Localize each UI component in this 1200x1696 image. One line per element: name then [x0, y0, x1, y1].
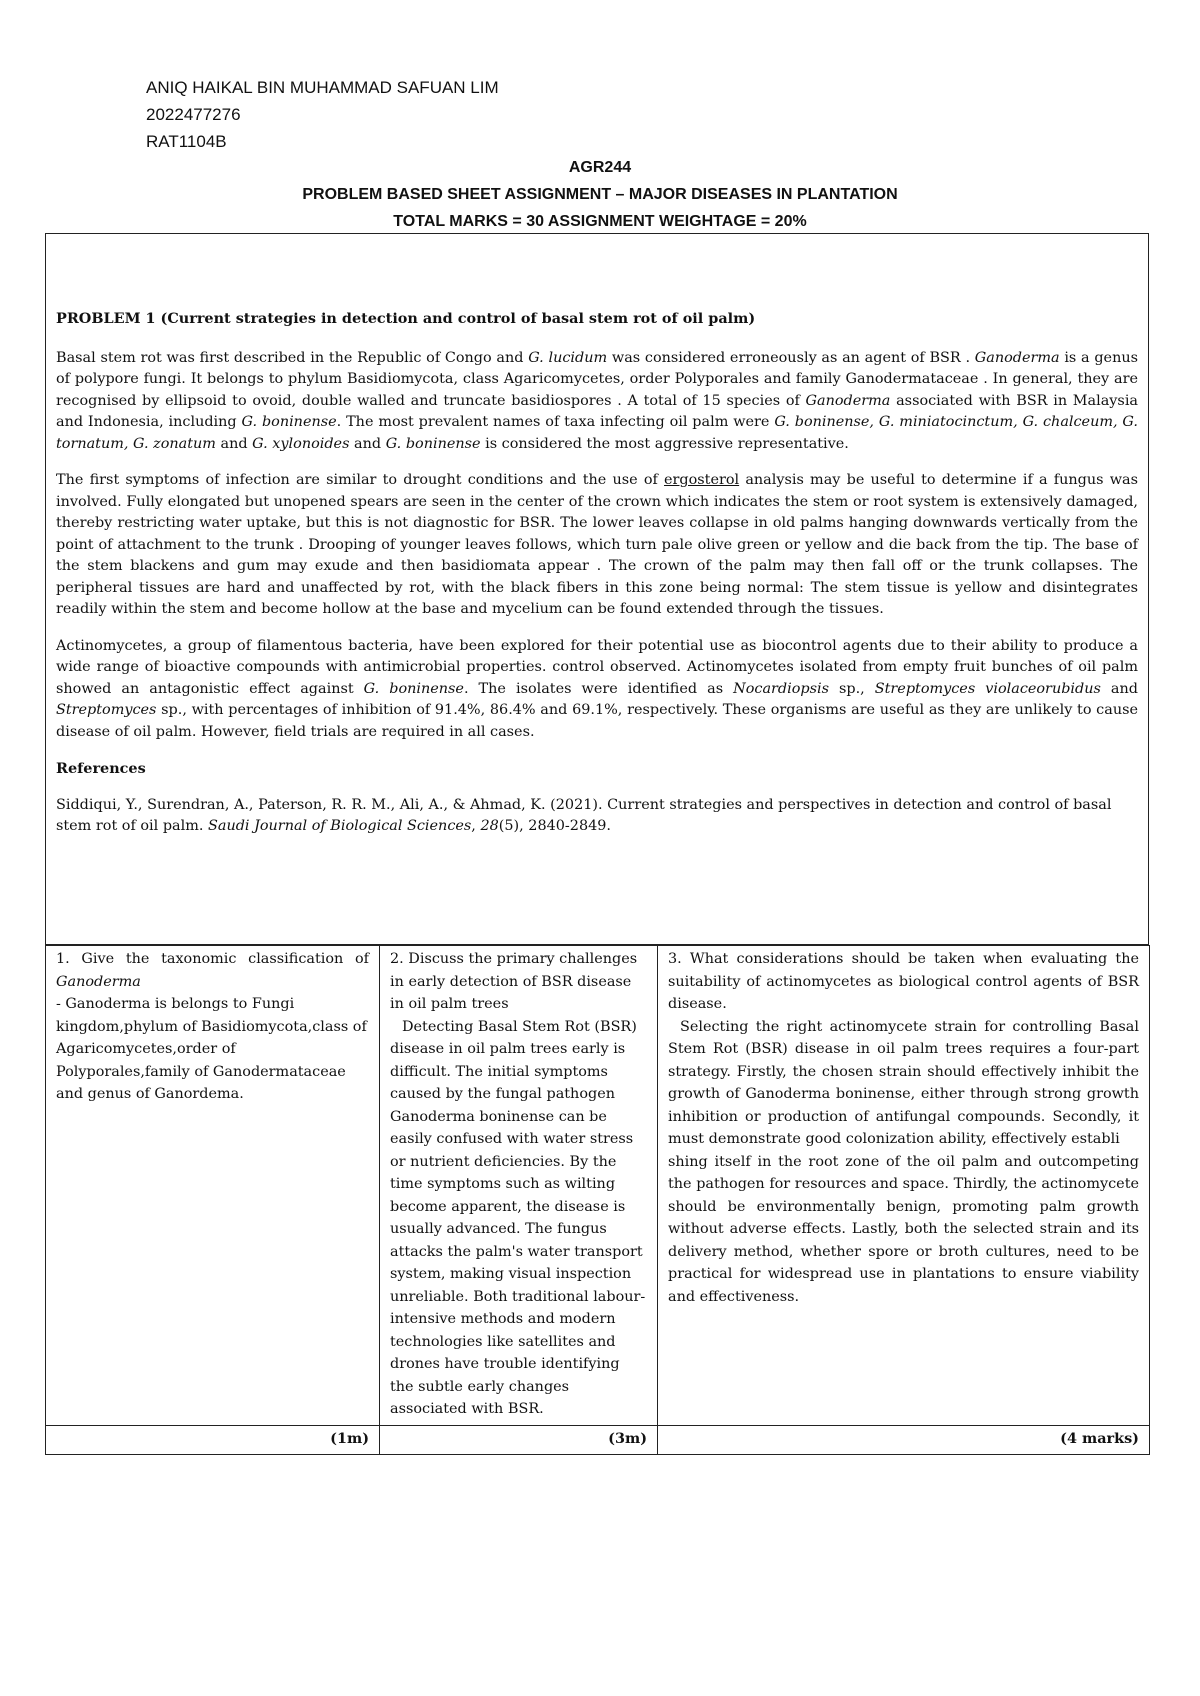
reference-entry: Siddiqui, Y., Surendran, A., Paterson, R. R. M., Ali, A., & Ahmad, K. (2021). Current strategies and perspectives in detection and control of basal stem rot of oil palm. Saudi Journal of Biological Sciences, 28(5), 2840-2849.: [56, 796, 1112, 834]
question-cell-1: [46, 946, 380, 1426]
answer-3-text-part-2: shing itself in the root zone of the oil palm and outcompeting the pathogen for resources and space. Thirdly, the actinomycete should be environmentally benign, promoting palm growth without adverse effects. Lastly, both the selected strain and its delivery method, whether spore or broth cultures, need to be practical for widespread use in plantations to ensure viability and effectiveness.: [668, 1153, 1139, 1305]
questions-table: [45, 945, 1150, 1455]
question-cell-2: [380, 946, 658, 1426]
marks-row: [46, 1425, 1150, 1454]
marks-3: (4 marks): [658, 1425, 1150, 1454]
question-3-text: 3. What considerations should be taken when evaluating the suitability of actinomycetes as biological control agents of BSR disease.: [668, 951, 1139, 1012]
ergosterol-underline: ergosterol: [664, 472, 740, 488]
assignment-title: PROBLEM BASED SHEET ASSIGNMENT – MAJOR DISEASES IN PLANTATION: [302, 186, 898, 203]
question-cell-3: [658, 946, 1150, 1426]
problem-paragraph-3: Actinomycetes, a group of filamentous bacteria, have been explored for their potential use as biocontrol agents due to their ability to produce a wide range of bioactive compounds with antimicrobial properties. control observed. Actinomycetes isolated from empty fruit bunches of oil palm showed an antagonistic effect against G. boninense. The isolates were identified as Nocardiopsis sp., Streptomyces violaceorubidus and Streptomyces sp., with percentages of inhibition of 91.4%, 86.4% and 69.1%, respectively. These organisms are useful as they are unlikely to cause disease of oil palm. However, field trials are required in all cases.: [56, 637, 1138, 740]
references-heading: References: [56, 760, 146, 777]
document-title-block: [0, 154, 1200, 235]
marks-2: (3m): [380, 1425, 658, 1454]
question-2-text: 2. Discuss the primary challenges in early detection of BSR disease in oil palm trees: [390, 951, 638, 1012]
question-1-text: 1. Give the taxonomic classification of Ganoderma: [56, 951, 369, 990]
problem-paragraph-2: The first symptoms of infection are similar to drought conditions and the use of ergosterol analysis may be useful to determine if a fungus was involved. Fully elongated but unopened spears are seen in the center of the crown which indicates the stem or root system is extensively damaged, thereby restricting water uptake, but this is not diagnostic for BSR. The lower leaves collapse in old palms hanging downwards vertically from the point of attachment to the trunk . Drooping of younger leaves follows, which turn pale olive green or yellow and die back from the tip. The base of the stem blackens and gum may exude and then basidiomata appear . The crown of the palm may then fall off or the trunk collapses. The peripheral tissues are hard and unaffected by rot, with the black fibers in this zone being normal: The stem tissue is yellow and disintegrates readily within the stem and become hollow at the base and mycelium can be found extended through the tissues.: [56, 472, 1138, 617]
answer-1-text: - Ganoderma is belongs to Fungi kingdom,phylum of Basidiomycota,class of Agaricomycetes,order of Polyporales,family of Ganodermataceae and genus of Ganordema.: [56, 996, 367, 1102]
course-code: AGR244: [568, 159, 632, 176]
problem-paragraph-1: Basal stem rot was first described in the Republic of Congo and G. lucidum was considered erroneously as an agent of BSR . Ganoderma is a genus of polypore fungi. It belongs to phylum Basidiomycota, class Agaricomycetes, order Polyporales and family Ganodermataceae . In general, they are recognised by ellipsoid to ovoid, double walled and truncate basidiospores . A total of 15 species of Ganoderma associated with BSR in Malaysia and Indonesia, including G. boninense. The most prevalent names of taxa infecting oil palm were G. boninense, G. miniatocinctum, G. chalceum, G. tornatum, G. zonatum and G. xylonoides and G. boninense is considered the most aggressive representative.: [56, 349, 1139, 452]
student-name: ANIQ HAIKAL BIN MUHAMMAD SAFUAN LIM: [146, 78, 499, 97]
student-header: [146, 74, 499, 155]
answer-2-text: Detecting Basal Stem Rot (BSR) disease in oil palm trees early is difficult. The initial symptoms caused by the fungal pathogen Ganoderma boninense can be easily confused with water stress or nutrient deficiencies. By the time symptoms such as wilting become apparent, the disease is usually advanced. The fungus attacks the palm's water transport system, making visual inspection unreliable. Both traditional labour-intensive methods and modern technologies like satellites and drones have trouble identifying the subtle early changes associated with BSR.: [390, 1018, 646, 1417]
marks-1: (1m): [46, 1425, 380, 1454]
student-id: 2022477276: [146, 105, 241, 124]
answer-3-text-part-1: Selecting the right actinomycete strain for controlling Basal Stem Rot (BSR) disease in oil palm trees requires a four-part strategy. Firstly, the chosen strain should effectively inhibit the growth of Ganoderma boninense, either through strong growth inhibition or production of antifungal compounds. Secondly, it must demonstrate good colonization ability, effectively establi: [668, 1018, 1139, 1147]
marks-weightage: TOTAL MARKS = 30 ASSIGNMENT WEIGHTAGE = 20%: [393, 213, 807, 230]
problem-box: [45, 233, 1149, 945]
problem-heading: PROBLEM 1 (Current strategies in detection and control of basal stem rot of oil palm): [56, 310, 756, 327]
student-group: RAT1104B: [146, 132, 227, 151]
questions-row: [46, 946, 1150, 1426]
problem-content: [56, 308, 1138, 853]
